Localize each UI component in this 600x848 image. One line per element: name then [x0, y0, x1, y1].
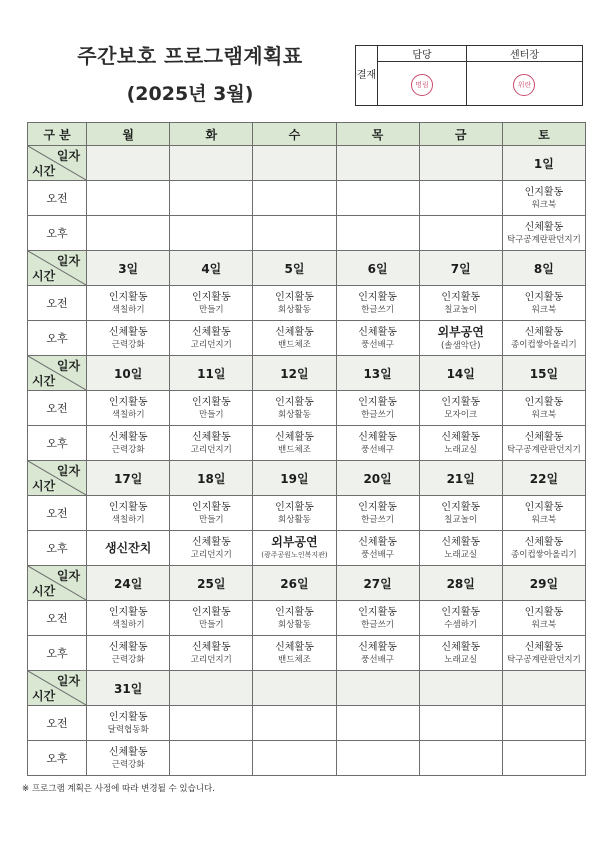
afternoon-row: [28, 636, 586, 671]
activity-detail: 색칠하기: [111, 409, 145, 420]
activity-title: 인지활동: [358, 291, 397, 303]
activity-title: 신체활동: [108, 746, 148, 758]
activity-title: 신체활동: [275, 326, 314, 338]
activity-cell: [87, 496, 170, 531]
activity-title: 인지활동: [108, 501, 148, 513]
empty-activity-cell: [419, 216, 502, 251]
activity-cell: [502, 216, 585, 251]
date-row: [28, 356, 586, 391]
activity-cell: [170, 286, 253, 321]
corner-label-time: 시간: [32, 584, 56, 598]
corner-label-time: 시간: [32, 269, 56, 283]
date-cell: 3일: [87, 251, 170, 286]
activity-detail: 만들기: [198, 409, 224, 420]
activity-detail: 탁구공계란판던지기: [506, 654, 581, 665]
activity-cell: [253, 426, 336, 461]
activity-detail: 색칠하기: [111, 514, 145, 525]
activity-detail: 고리던지기: [190, 339, 232, 350]
date-cell: 19일: [253, 461, 336, 496]
morning-label: 오전: [28, 391, 87, 426]
empty-activity-cell: [419, 706, 502, 741]
approval-stamp-cell-staff: [378, 62, 467, 106]
date-cell: 24일: [87, 566, 170, 601]
empty-date-cell: [336, 146, 419, 181]
header-day-mon: 월: [87, 123, 170, 146]
day-time-corner: [28, 356, 87, 391]
activity-detail: 풍선배구: [361, 549, 395, 560]
empty-activity-cell: [253, 741, 336, 776]
empty-date-cell: [253, 671, 336, 706]
activity-cell: [336, 286, 419, 321]
activity-title: 신체활동: [524, 431, 564, 443]
activity-cell: [87, 601, 170, 636]
date-row: [28, 146, 586, 181]
activity-cell: [502, 601, 585, 636]
day-time-corner: [28, 461, 87, 496]
date-cell: 29일: [502, 566, 585, 601]
activity-cell: [502, 531, 585, 566]
date-cell: 27일: [336, 566, 419, 601]
activity-title: 인지활동: [524, 186, 564, 198]
activity-detail: 근력강화: [111, 654, 145, 665]
activity-title: 신체활동: [191, 536, 231, 548]
activity-title: 신체활동: [275, 431, 314, 443]
date-cell: 8일: [502, 251, 585, 286]
activity-title: 신체활동: [108, 431, 148, 443]
header-day-sat: 토: [502, 123, 585, 146]
morning-label: 오전: [28, 706, 87, 741]
activity-title: 신체활동: [358, 431, 397, 443]
activity-detail: 만들기: [198, 514, 224, 525]
date-cell: 6일: [336, 251, 419, 286]
activity-cell: [502, 321, 585, 356]
corner-label-date: 일자: [56, 464, 81, 478]
activity-title: 신체활동: [358, 536, 397, 548]
activity-title: 인지활동: [441, 606, 481, 618]
empty-activity-cell: [170, 216, 253, 251]
empty-date-cell: [170, 146, 253, 181]
activity-cell: [253, 636, 336, 671]
activity-detail: 칠교놀이: [444, 304, 478, 315]
activity-detail: 수셈하기: [444, 619, 478, 630]
activity-title: 인지활동: [358, 501, 397, 513]
activity-title: 인지활동: [524, 606, 564, 618]
header-day-thu: 목: [336, 123, 419, 146]
activity-cell: [87, 741, 170, 776]
activity-title: 인지활동: [191, 606, 231, 618]
activity-cell: [336, 426, 419, 461]
activity-title: 인지활동: [358, 606, 397, 618]
activity-title: 신체활동: [524, 326, 564, 338]
activity-title: 생신잔치: [104, 540, 152, 555]
date-cell: 28일: [419, 566, 502, 601]
morning-row: [28, 706, 586, 741]
activity-detail: 밴드체조: [278, 339, 311, 350]
afternoon-row: [28, 426, 586, 461]
activity-title: 신체활동: [441, 431, 481, 443]
date-cell: 5일: [253, 251, 336, 286]
empty-date-cell: [336, 671, 419, 706]
activity-title: 신체활동: [524, 641, 564, 653]
activity-cell: [336, 636, 419, 671]
activity-detail: 한글쓰기: [361, 514, 395, 525]
activity-cell: [87, 426, 170, 461]
activity-title: 신체활동: [524, 536, 564, 548]
activity-cell: [419, 321, 502, 356]
morning-label: 오전: [28, 496, 87, 531]
activity-detail: (솔샘악단): [440, 340, 481, 351]
activity-cell: [253, 286, 336, 321]
date-cell: 11일: [170, 356, 253, 391]
activity-cell: [419, 531, 502, 566]
activity-title: 인지활동: [191, 291, 231, 303]
activity-detail: 고리던지기: [190, 444, 232, 455]
date-row: [28, 251, 586, 286]
activity-detail: 고리던지기: [190, 549, 232, 560]
empty-activity-cell: [336, 741, 419, 776]
date-cell: 18일: [170, 461, 253, 496]
activity-cell: [502, 426, 585, 461]
activity-title: 인지활동: [275, 501, 314, 513]
empty-activity-cell: [336, 216, 419, 251]
activity-detail: 풍선배구: [361, 654, 395, 665]
date-cell: 1일: [502, 146, 585, 181]
activity-title: 외부공연: [437, 324, 484, 339]
corner-label-time: 시간: [32, 689, 56, 703]
activity-cell: [502, 496, 585, 531]
activity-detail: 회상활동: [278, 619, 311, 630]
activity-cell: [87, 286, 170, 321]
activity-cell: [170, 321, 253, 356]
activity-detail: 모자이크: [444, 409, 478, 420]
corner-label-time: 시간: [32, 164, 56, 178]
date-cell: 12일: [253, 356, 336, 391]
activity-title: 신체활동: [108, 641, 148, 653]
activity-title: 인지활동: [275, 606, 314, 618]
title-block: [40, 40, 340, 106]
page-subtitle: (2025년 3월): [126, 83, 254, 105]
date-row: [28, 566, 586, 601]
activity-title: 인지활동: [108, 291, 148, 303]
activity-title: 인지활동: [441, 501, 481, 513]
activity-cell: [419, 496, 502, 531]
activity-detail: 워크북: [531, 619, 557, 630]
empty-date-cell: [419, 146, 502, 181]
activity-cell: [419, 286, 502, 321]
day-time-corner: [28, 251, 87, 286]
empty-activity-cell: [87, 181, 170, 216]
activity-title: 신체활동: [441, 641, 481, 653]
activity-cell: [87, 706, 170, 741]
empty-date-cell: [502, 671, 585, 706]
activity-title: 신체활동: [191, 326, 231, 338]
activity-detail: 색칠하기: [111, 304, 145, 315]
schedule-table: [27, 122, 586, 776]
empty-activity-cell: [419, 741, 502, 776]
activity-detail: 달력협동화: [107, 724, 149, 735]
activity-cell: [336, 601, 419, 636]
activity-detail: 워크북: [531, 304, 557, 315]
activity-detail: 탁구공계란판던지기: [506, 234, 581, 245]
page-title: 주간보호 프로그램계획표: [77, 44, 303, 68]
activity-detail: 밴드체조: [278, 444, 311, 455]
empty-date-cell: [253, 146, 336, 181]
date-cell: 10일: [87, 356, 170, 391]
empty-activity-cell: [502, 741, 585, 776]
activity-cell: [253, 531, 336, 566]
activity-title: 신체활동: [358, 326, 397, 338]
corner-label-time: 시간: [32, 374, 56, 388]
activity-detail: 근력강화: [111, 759, 145, 770]
activity-title: 외부공연: [271, 535, 318, 549]
stamp-staff: 명림: [411, 74, 433, 96]
morning-label: 오전: [28, 181, 87, 216]
corner-label-date: 일자: [56, 674, 81, 688]
activity-detail: 종이컵쌓아올리기: [511, 549, 577, 560]
date-cell: 22일: [502, 461, 585, 496]
activity-cell: [336, 391, 419, 426]
activity-cell: [502, 391, 585, 426]
empty-date-cell: [87, 146, 170, 181]
activity-title: 신체활동: [191, 641, 231, 653]
activity-cell: [336, 531, 419, 566]
activity-cell: [170, 391, 253, 426]
activity-title: 인지활동: [275, 396, 314, 408]
empty-activity-cell: [336, 706, 419, 741]
approval-role-director: 센터장: [466, 46, 582, 62]
activity-cell: [170, 636, 253, 671]
activity-detail: 만들기: [198, 619, 224, 630]
morning-label: 오전: [28, 286, 87, 321]
afternoon-row: [28, 321, 586, 356]
day-time-corner: [28, 146, 87, 181]
activity-detail: 워크북: [531, 199, 557, 210]
morning-row: [28, 181, 586, 216]
date-cell: 7일: [419, 251, 502, 286]
activity-cell: [170, 426, 253, 461]
date-cell: 14일: [419, 356, 502, 391]
activity-title: 신체활동: [275, 641, 314, 653]
afternoon-label: 오후: [28, 741, 87, 776]
empty-activity-cell: [336, 181, 419, 216]
day-time-corner: [28, 566, 87, 601]
activity-detail: 근력강화: [111, 339, 145, 350]
activity-detail: 노래교실: [444, 654, 478, 665]
activity-detail: 워크북: [531, 409, 557, 420]
afternoon-label: 오후: [28, 426, 87, 461]
activity-cell: [170, 496, 253, 531]
activity-title: 인지활동: [108, 711, 148, 723]
header-day-wed: 수: [253, 123, 336, 146]
activity-title: 신체활동: [358, 641, 397, 653]
header-day-fri: 금: [419, 123, 502, 146]
empty-date-cell: [170, 671, 253, 706]
activity-detail: 탁구공계란판던지기: [506, 444, 581, 455]
morning-row: [28, 391, 586, 426]
activity-title: 인지활동: [275, 291, 314, 303]
approval-box: [355, 45, 583, 106]
activity-cell: [502, 181, 585, 216]
activity-title: 신체활동: [524, 221, 564, 233]
activity-cell: [502, 636, 585, 671]
activity-detail: 밴드체조: [278, 654, 311, 665]
activity-detail: 회상활동: [278, 514, 311, 525]
activity-title: 인지활동: [108, 606, 148, 618]
date-cell: 31일: [87, 671, 170, 706]
activity-detail: 칠교놀이: [444, 514, 478, 525]
approval-stamp-cell-director: [466, 62, 582, 106]
empty-date-cell: [419, 671, 502, 706]
activity-cell: [253, 496, 336, 531]
activity-detail: 한글쓰기: [361, 409, 395, 420]
header-day-tue: 화: [170, 123, 253, 146]
activity-cell: [419, 391, 502, 426]
activity-detail: 풍선배구: [361, 444, 395, 455]
afternoon-label: 오후: [28, 321, 87, 356]
activity-cell: [253, 391, 336, 426]
date-cell: 13일: [336, 356, 419, 391]
activity-title: 인지활동: [108, 396, 148, 408]
activity-title: 신체활동: [441, 536, 481, 548]
activity-detail: 워크북: [531, 514, 557, 525]
activity-detail: 한글쓰기: [361, 619, 395, 630]
corner-label-date: 일자: [56, 254, 81, 268]
activity-title: 인지활동: [191, 501, 231, 513]
empty-activity-cell: [170, 741, 253, 776]
activity-title: 인지활동: [524, 396, 564, 408]
activity-title: 인지활동: [441, 396, 481, 408]
activity-cell: [336, 496, 419, 531]
afternoon-label: 오후: [28, 531, 87, 566]
empty-activity-cell: [502, 706, 585, 741]
date-cell: 20일: [336, 461, 419, 496]
afternoon-row: [28, 531, 586, 566]
activity-detail: 회상활동: [278, 409, 311, 420]
footnote: ※ 프로그램 계획은 사정에 따라 변경될 수 있습니다.: [22, 784, 215, 794]
activity-cell: [419, 636, 502, 671]
date-cell: 26일: [253, 566, 336, 601]
empty-activity-cell: [253, 706, 336, 741]
activity-cell: [253, 321, 336, 356]
corner-label-time: 시간: [32, 479, 56, 493]
activity-cell: [502, 286, 585, 321]
activity-cell: [419, 426, 502, 461]
stamp-director: 위란: [513, 74, 535, 96]
date-cell: 25일: [170, 566, 253, 601]
afternoon-row: [28, 741, 586, 776]
activity-cell: [87, 636, 170, 671]
empty-activity-cell: [253, 181, 336, 216]
date-cell: 17일: [87, 461, 170, 496]
date-cell: 15일: [502, 356, 585, 391]
activity-detail: 노래교실: [444, 444, 478, 455]
header-row: [28, 123, 586, 146]
date-cell: 21일: [419, 461, 502, 496]
date-row: [28, 461, 586, 496]
activity-title: 인지활동: [191, 396, 231, 408]
activity-cell: [87, 531, 170, 566]
activity-detail: 근력강화: [111, 444, 145, 455]
morning-label: 오전: [28, 601, 87, 636]
morning-row: [28, 601, 586, 636]
approval-label: 결재: [356, 46, 378, 106]
corner-label-date: 일자: [56, 359, 81, 373]
empty-activity-cell: [253, 216, 336, 251]
date-row: [28, 671, 586, 706]
afternoon-row: [28, 216, 586, 251]
activity-cell: [253, 601, 336, 636]
afternoon-label: 오후: [28, 216, 87, 251]
activity-detail: 종이컵쌓아올리기: [511, 339, 577, 350]
activity-cell: [170, 601, 253, 636]
activity-detail: (광주공원노인복지관): [261, 551, 328, 559]
activity-detail: 노래교실: [444, 549, 478, 560]
approval-role-staff: 담당: [378, 46, 467, 62]
activity-title: 인지활동: [524, 501, 564, 513]
activity-detail: 회상활동: [278, 304, 311, 315]
activity-title: 인지활동: [358, 396, 397, 408]
activity-cell: [87, 321, 170, 356]
activity-detail: 고리던지기: [190, 654, 232, 665]
empty-activity-cell: [170, 706, 253, 741]
activity-cell: [419, 601, 502, 636]
activity-title: 인지활동: [524, 291, 564, 303]
activity-cell: [336, 321, 419, 356]
empty-activity-cell: [419, 181, 502, 216]
activity-title: 신체활동: [191, 431, 231, 443]
empty-activity-cell: [170, 181, 253, 216]
afternoon-label: 오후: [28, 636, 87, 671]
header-category: 구 분: [28, 123, 87, 146]
activity-title: 인지활동: [441, 291, 481, 303]
activity-detail: 풍선배구: [361, 339, 395, 350]
activity-title: 신체활동: [108, 326, 148, 338]
day-time-corner: [28, 671, 87, 706]
activity-detail: 만들기: [198, 304, 224, 315]
corner-label-date: 일자: [56, 569, 81, 583]
corner-label-date: 일자: [56, 149, 81, 163]
activity-detail: 한글쓰기: [361, 304, 395, 315]
morning-row: [28, 286, 586, 321]
activity-cell: [87, 391, 170, 426]
activity-cell: [170, 531, 253, 566]
empty-activity-cell: [87, 216, 170, 251]
morning-row: [28, 496, 586, 531]
date-cell: 4일: [170, 251, 253, 286]
activity-detail: 색칠하기: [111, 619, 145, 630]
